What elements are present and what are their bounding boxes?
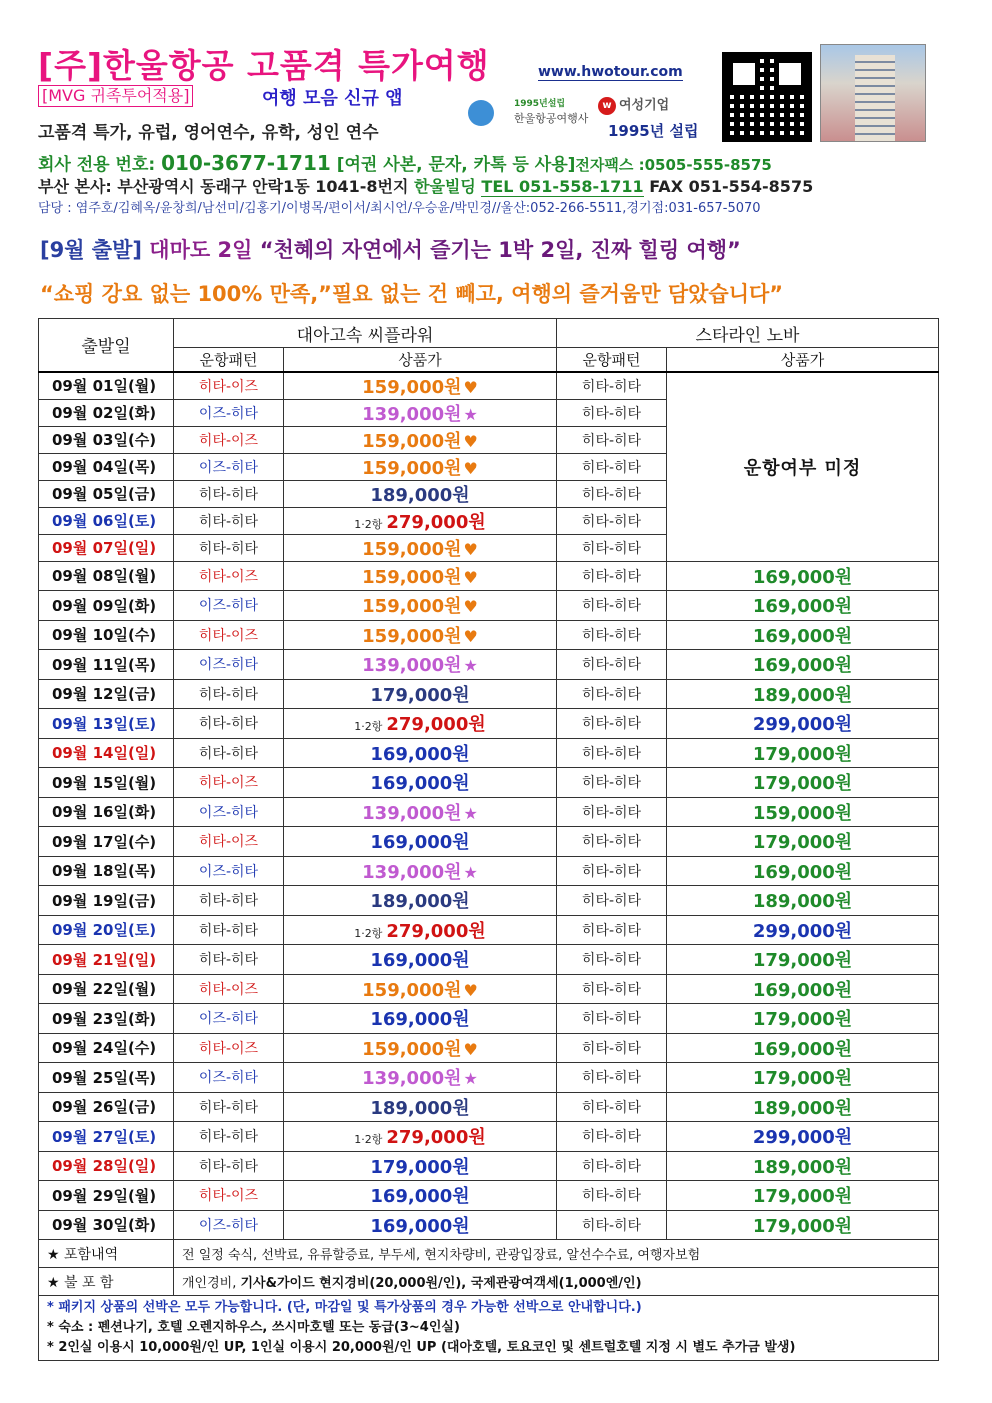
ship1-pattern: 히타-이즈: [174, 1033, 284, 1063]
women-enterprise-icon: w: [598, 97, 616, 115]
ship1-price-cell: [284, 679, 557, 709]
ship1-price: 159,000원: [362, 376, 462, 398]
ship1-pattern: 이즈-히타: [174, 399, 284, 426]
ship2-price: 169,000원: [667, 650, 939, 680]
ship1-price-cell: [284, 856, 557, 886]
brochure-header: [38, 40, 958, 150]
included-row: [39, 1240, 939, 1268]
ship1-price-cell: [284, 768, 557, 798]
ship2-pattern: 히타-히타: [557, 827, 667, 857]
ship2-pattern: 히타-히타: [557, 1004, 667, 1034]
star-icon: ★: [463, 404, 478, 424]
ship2-price: 179,000원: [667, 1004, 939, 1034]
table-row: [39, 709, 939, 739]
table-row: [39, 1151, 939, 1181]
departure-date: 09월 20일(토): [39, 915, 174, 945]
departure-date: 09월 22일(월): [39, 974, 174, 1004]
price-rows: [39, 372, 939, 1240]
ship1-pattern: 히타-히타: [174, 738, 284, 768]
hq-tel[interactable]: TEL 051-558-1711: [481, 177, 644, 196]
seat-class-note: 1·2항: [354, 1133, 383, 1147]
company-title: [주]한울항공 고품격 특가여행: [38, 46, 490, 85]
ship1-pattern: 이즈-히타: [174, 797, 284, 827]
app-tagline: 여행 모음 신규 앱: [262, 88, 403, 109]
table-row: [39, 797, 939, 827]
note-lodging: * 숙소 : 펜션나기, 호텔 오렌지하우스, 쓰시마호텔 또는 동급(3~4인실): [47, 1320, 460, 1335]
departure-date: 09월 25일(목): [39, 1063, 174, 1093]
ship2-pattern: 히타-히타: [557, 974, 667, 1004]
heart-icon: ♥: [463, 980, 478, 1000]
ship1-price: 159,000원: [362, 566, 462, 588]
ship2-pattern: 히타-히타: [557, 1122, 667, 1152]
ship1-price: 159,000원: [362, 457, 462, 479]
departure-date: 09월 28일(일): [39, 1151, 174, 1181]
ship1-price-cell: [284, 620, 557, 650]
table-row: [39, 1033, 939, 1063]
star-icon: ★: [463, 1069, 478, 1089]
ship1-price-cell: [284, 591, 557, 621]
ship2-price: 169,000원: [667, 1033, 939, 1063]
ship1-price: 189,000원: [370, 484, 470, 506]
destination: 대마도 2일: [141, 238, 260, 262]
hq-building: 한울빌딩: [414, 177, 476, 196]
ship1-price-cell: [284, 827, 557, 857]
ship2-pattern: 히타-히타: [557, 399, 667, 426]
departure-month: [9월 출발]: [40, 238, 142, 262]
note-surcharge: * 2인실 이용시 10,000원/인 UP, 1인실 이용시 20,000원/인 UP (대아호텔, 토요코인 및 센트럴호텔 지정 시 별도 추가금 발생): [47, 1340, 796, 1355]
price-table: [38, 318, 939, 1361]
heart-icon: ♥: [463, 539, 478, 559]
departure-date: 09월 11일(목): [39, 650, 174, 680]
ship1-price: 159,000원: [362, 979, 462, 1001]
included-label: ★ 포함내역: [39, 1240, 174, 1268]
table-row: [39, 827, 939, 857]
heart-icon: ♥: [463, 431, 478, 451]
ship1-price: 279,000원: [386, 1127, 486, 1149]
ship2-price: 169,000원: [667, 620, 939, 650]
star-icon: ★: [463, 862, 478, 882]
heart-icon: ♥: [463, 626, 478, 646]
ship1-header: 대아고속 씨플라워: [174, 319, 557, 348]
ship2-price: 169,000원: [667, 974, 939, 1004]
departure-date: 09월 30일(화): [39, 1210, 174, 1240]
ship1-pattern: 히타-히타: [174, 679, 284, 709]
table-row: [39, 561, 939, 591]
ship2-pattern: 히타-히타: [557, 561, 667, 591]
ship2-pattern: 히타-히타: [557, 709, 667, 739]
ship1-price-cell: [284, 650, 557, 680]
table-row: [39, 1004, 939, 1034]
efax-number: 전자팩스 :0505-555-8575: [575, 156, 772, 174]
seat-class-note: 1·2항: [354, 517, 383, 531]
table-row: [39, 974, 939, 1004]
departure-date: 09월 19일(금): [39, 886, 174, 916]
promo-headline: [40, 234, 741, 264]
departure-date: 09월 24일(수): [39, 1033, 174, 1063]
ship1-price-cell: [284, 1033, 557, 1063]
ship1-pattern: 히타-히타: [174, 886, 284, 916]
heart-icon: ♥: [463, 567, 478, 587]
ship1-price: 139,000원: [362, 1068, 462, 1090]
ship1-pattern: 히타-이즈: [174, 1181, 284, 1211]
ship1-price-cell: [284, 561, 557, 591]
company-phone-note: [여권 사본, 문자, 카톡 등 사용]: [330, 155, 576, 175]
ship1-price: 159,000원: [362, 596, 462, 618]
ship1-price: 169,000원: [370, 1215, 470, 1237]
ship1-price-cell: [284, 738, 557, 768]
ship1-pattern: 히타-히타: [174, 945, 284, 975]
departure-date: 09월 15일(월): [39, 768, 174, 798]
ship2-pattern: 히타-히타: [557, 886, 667, 916]
ship2-price: 169,000원: [667, 561, 939, 591]
ship2-price: 179,000원: [667, 945, 939, 975]
ship2-pattern: 히타-히타: [557, 534, 667, 561]
ship2-pattern: 히타-히타: [557, 1210, 667, 1240]
ship1-pattern: 이즈-히타: [174, 1210, 284, 1240]
ship1-price-header: 상품가: [284, 348, 557, 372]
ship2-pattern: 히타-히타: [557, 591, 667, 621]
globe-icon: [468, 100, 494, 126]
promo-quote: “천혜의 자연에서 즐기는 1박 2일, 진짜 힐링 여행”: [259, 238, 741, 262]
ship2-pattern: 히타-히타: [557, 679, 667, 709]
notes-row: [39, 1296, 939, 1361]
ship2-pattern-header: 운항패턴: [557, 348, 667, 372]
ship1-pattern: 히타-이즈: [174, 561, 284, 591]
departure-date: 09월 18일(목): [39, 856, 174, 886]
table-row: [39, 1210, 939, 1240]
ship1-pattern: 이즈-히타: [174, 1004, 284, 1034]
table-row: [39, 591, 939, 621]
ship1-price-cell: [284, 507, 557, 534]
qr-code-icon[interactable]: [722, 52, 812, 142]
star-icon: ★: [463, 803, 478, 823]
ship2-pattern: 히타-히타: [557, 915, 667, 945]
ship1-price-cell: [284, 399, 557, 426]
ship2-pattern: 히타-히타: [557, 620, 667, 650]
company-phone[interactable]: 010-3677-1711: [161, 151, 331, 175]
ship1-price-cell: [284, 797, 557, 827]
ship1-price-cell: [284, 945, 557, 975]
ship1-pattern: 이즈-히타: [174, 650, 284, 680]
ship2-pattern: 히타-히타: [557, 1033, 667, 1063]
ship1-price-cell: [284, 1151, 557, 1181]
ship2-price: 159,000원: [667, 797, 939, 827]
ship1-pattern: 히타-히타: [174, 709, 284, 739]
table-row: [39, 915, 939, 945]
departure-date: 09월 02일(화): [39, 399, 174, 426]
heart-icon: ♥: [463, 1039, 478, 1059]
ship1-price: 169,000원: [370, 773, 470, 795]
departure-date: 09월 07일(일): [39, 534, 174, 561]
departure-date: 09월 27일(토): [39, 1122, 174, 1152]
ship1-price-cell: [284, 1092, 557, 1122]
ship1-price: 279,000원: [386, 714, 486, 736]
ship2-price: 189,000원: [667, 886, 939, 916]
note-ships: * 패키지 상품의 선박은 모두 가능합니다. (단, 마감일 및 특가상품의 경우 가능한 선박으로 안내합니다.): [47, 1300, 642, 1315]
ship1-price: 139,000원: [362, 403, 462, 425]
ship2-pattern: 히타-히타: [557, 1092, 667, 1122]
table-row: [39, 1122, 939, 1152]
ship1-price: 169,000원: [370, 743, 470, 765]
ship1-price: 159,000원: [362, 625, 462, 647]
ship1-pattern: 히타-이즈: [174, 620, 284, 650]
ship1-pattern: 히타-이즈: [174, 974, 284, 1004]
ship1-price: 279,000원: [386, 511, 486, 533]
ship1-price-cell: [284, 480, 557, 507]
ship1-pattern: 이즈-히타: [174, 591, 284, 621]
table-row: [39, 650, 939, 680]
table-row: [39, 886, 939, 916]
promo-subline: “쇼핑 강요 없는 100% 만족,”필요 없는 건 빼고, 여행의 즐거움만 담았습니다”: [40, 282, 784, 306]
ship1-price: 169,000원: [370, 950, 470, 972]
ship1-price-cell: [284, 974, 557, 1004]
hq-fax: FAX 051-554-8575: [643, 177, 814, 196]
table-row: [39, 945, 939, 975]
departure-date: 09월 21일(일): [39, 945, 174, 975]
included-text: 전 일정 숙식, 선박료, 유류할증료, 부두세, 현지차량비, 관광입장료, 알선수수료, 여행자보험: [174, 1240, 939, 1268]
founded-year: 1995년 설립: [608, 122, 699, 140]
departure-date: 09월 17일(수): [39, 827, 174, 857]
hq-address: 부산 본사: 부산광역시 동래구 안락1동 1041-8번지: [38, 177, 415, 196]
heart-icon: ♥: [463, 597, 478, 617]
ship1-price: 169,000원: [370, 832, 470, 854]
ship1-price: 159,000원: [362, 1038, 462, 1060]
ship1-pattern: 히타-이즈: [174, 426, 284, 453]
ship1-pattern: 이즈-히타: [174, 453, 284, 480]
excluded-row: [39, 1268, 939, 1296]
ship2-price: 169,000원: [667, 856, 939, 886]
ship2-pattern: 히타-히타: [557, 372, 667, 400]
excluded-text: [174, 1268, 939, 1296]
ship1-price-cell: [284, 453, 557, 480]
since-logo-top: 1995년설립: [514, 99, 566, 109]
ship1-pattern: 히타-이즈: [174, 768, 284, 798]
ship1-pattern: 히타-히타: [174, 1151, 284, 1181]
ship1-pattern: 이즈-히타: [174, 1063, 284, 1093]
ship1-pattern: 히타-히타: [174, 480, 284, 507]
ship2-pattern: 히타-히타: [557, 480, 667, 507]
ship2-pattern: 히타-히타: [557, 1181, 667, 1211]
ship1-price: 189,000원: [370, 1097, 470, 1119]
departure-date: 09월 14일(일): [39, 738, 174, 768]
ship2-pattern: 히타-히타: [557, 768, 667, 798]
ship1-price-cell: [284, 1210, 557, 1240]
departure-date: 09월 16일(화): [39, 797, 174, 827]
service-subjects: 고품격 특가, 유럽, 영어연수, 유학, 성인 연수: [38, 123, 379, 143]
ship1-price: 139,000원: [362, 802, 462, 824]
ship2-price: 189,000원: [667, 1151, 939, 1181]
excluded-text-a: 개인경비,: [182, 1276, 241, 1291]
ship1-price-cell: [284, 1004, 557, 1034]
departure-date: 09월 04일(목): [39, 453, 174, 480]
ship1-price-cell: [284, 426, 557, 453]
ship2-price: 179,000원: [667, 1210, 939, 1240]
ship2-pattern: 히타-히타: [557, 738, 667, 768]
ship1-pattern: 히타-히타: [174, 534, 284, 561]
table-row: [39, 738, 939, 768]
departure-date: 09월 12일(금): [39, 679, 174, 709]
departure-date: 09월 06일(토): [39, 507, 174, 534]
table-row: [39, 1092, 939, 1122]
contact-block: [38, 152, 968, 220]
company-building-photo: [820, 44, 926, 142]
table-row: [39, 856, 939, 886]
ship1-pattern: 히타-히타: [174, 1122, 284, 1152]
ship2-price: 189,000원: [667, 1092, 939, 1122]
departure-date: 09월 03일(수): [39, 426, 174, 453]
notes-cell: [39, 1296, 939, 1361]
ship1-price: 179,000원: [370, 1156, 470, 1178]
ship1-price-cell: [284, 1122, 557, 1152]
ship1-price: 159,000원: [362, 538, 462, 560]
star-icon: ★: [463, 656, 478, 676]
ship1-pattern: 히타-이즈: [174, 372, 284, 400]
website-link[interactable]: www.hwotour.com: [538, 64, 683, 80]
women-enterprise-logo: [598, 94, 669, 115]
ship1-price-cell: [284, 1063, 557, 1093]
excluded-label: ★ 불 포 함: [39, 1268, 174, 1296]
ship1-pattern-header: 운항패턴: [174, 348, 284, 372]
departure-date: 09월 29일(월): [39, 1181, 174, 1211]
company-phone-label: 회사 전용 번호:: [38, 155, 162, 175]
seat-class-note: 1·2항: [354, 926, 383, 940]
table-row: [39, 372, 939, 400]
excluded-text-b: 기사&가이드 현지경비(20,000원/인), 국제관광여객세(1,000엔/인): [240, 1276, 642, 1291]
departure-date: 09월 09일(화): [39, 591, 174, 621]
ship1-price-cell: [284, 886, 557, 916]
company-phone-line: [38, 152, 968, 176]
ship2-price: 299,000원: [667, 1122, 939, 1152]
table-row: [39, 1063, 939, 1093]
ship1-price: 159,000원: [362, 430, 462, 452]
ship1-price: 139,000원: [362, 861, 462, 883]
ship2-pattern: 히타-히타: [557, 507, 667, 534]
ship1-price: 279,000원: [386, 920, 486, 942]
ship2-pattern: 히타-히타: [557, 797, 667, 827]
ship2-price: 179,000원: [667, 768, 939, 798]
ship2-pattern: 히타-히타: [557, 1151, 667, 1181]
ship2-price: 299,000원: [667, 709, 939, 739]
departure-date: 09월 05일(금): [39, 480, 174, 507]
ship1-pattern: 히타-히타: [174, 915, 284, 945]
ship1-pattern: 히타-히타: [174, 507, 284, 534]
ship2-price: 179,000원: [667, 827, 939, 857]
ship2-price: 169,000원: [667, 591, 939, 621]
table-row: [39, 620, 939, 650]
departure-date: 09월 10일(수): [39, 620, 174, 650]
ship1-price: 169,000원: [370, 1186, 470, 1208]
heart-icon: ♥: [463, 377, 478, 397]
ship1-price-cell: [284, 1181, 557, 1211]
women-enterprise-label: 여성기업: [619, 98, 670, 113]
hq-address-line: [38, 176, 968, 198]
seat-class-note: 1·2항: [354, 720, 383, 734]
ship1-price-cell: [284, 372, 557, 400]
departure-date: 09월 08일(월): [39, 561, 174, 591]
departure-date: 09월 13일(토): [39, 709, 174, 739]
ship2-price: 179,000원: [667, 1063, 939, 1093]
ship2-price-header: 상품가: [667, 348, 939, 372]
ship1-price: 189,000원: [370, 891, 470, 913]
departure-date: 09월 23일(화): [39, 1004, 174, 1034]
ship1-price: 179,000원: [370, 684, 470, 706]
departure-date: 09월 26일(금): [39, 1092, 174, 1122]
ship1-pattern: 이즈-히타: [174, 856, 284, 886]
ship2-price: 299,000원: [667, 915, 939, 945]
ship1-price-cell: [284, 709, 557, 739]
ship2-pattern: 히타-히타: [557, 1063, 667, 1093]
ship2-price: 179,000원: [667, 1181, 939, 1211]
ship1-price: 169,000원: [370, 1009, 470, 1031]
ship2-header: 스타라인 노바: [557, 319, 939, 348]
departure-date: 09월 01일(월): [39, 372, 174, 400]
date-header: 출발일: [39, 319, 174, 372]
ship2-pattern: 히타-히타: [557, 426, 667, 453]
table-row: [39, 768, 939, 798]
since-1995-logo: [468, 96, 598, 130]
since-logo-bottom: 한울항공여행사: [514, 112, 589, 125]
ship1-price: 139,000원: [362, 655, 462, 677]
table-row: [39, 679, 939, 709]
mvg-badge: [MVG 귀족투어적용]: [38, 85, 193, 107]
ship2-pattern: 히타-히타: [557, 453, 667, 480]
ship2-price: 189,000원: [667, 679, 939, 709]
ship2-pattern: 히타-히타: [557, 650, 667, 680]
ship1-pattern: 히타-이즈: [174, 827, 284, 857]
ship2-price: 179,000원: [667, 738, 939, 768]
ship2-pattern: 히타-히타: [557, 945, 667, 975]
ship2-undecided: 운항여부 미정: [667, 372, 939, 562]
ship1-price-cell: [284, 915, 557, 945]
heart-icon: ♥: [463, 458, 478, 478]
ship2-pattern: 히타-히타: [557, 856, 667, 886]
staff-line: 담당 : 염주호/김혜옥/윤창희/남선미/김홍기/이병목/편이서/최시언/우승윤/박민경//울산:052-266-5511,경기점:031-657-5070: [38, 201, 761, 216]
ship1-price-cell: [284, 534, 557, 561]
table-row: [39, 1181, 939, 1211]
ship1-pattern: 히타-히타: [174, 1092, 284, 1122]
